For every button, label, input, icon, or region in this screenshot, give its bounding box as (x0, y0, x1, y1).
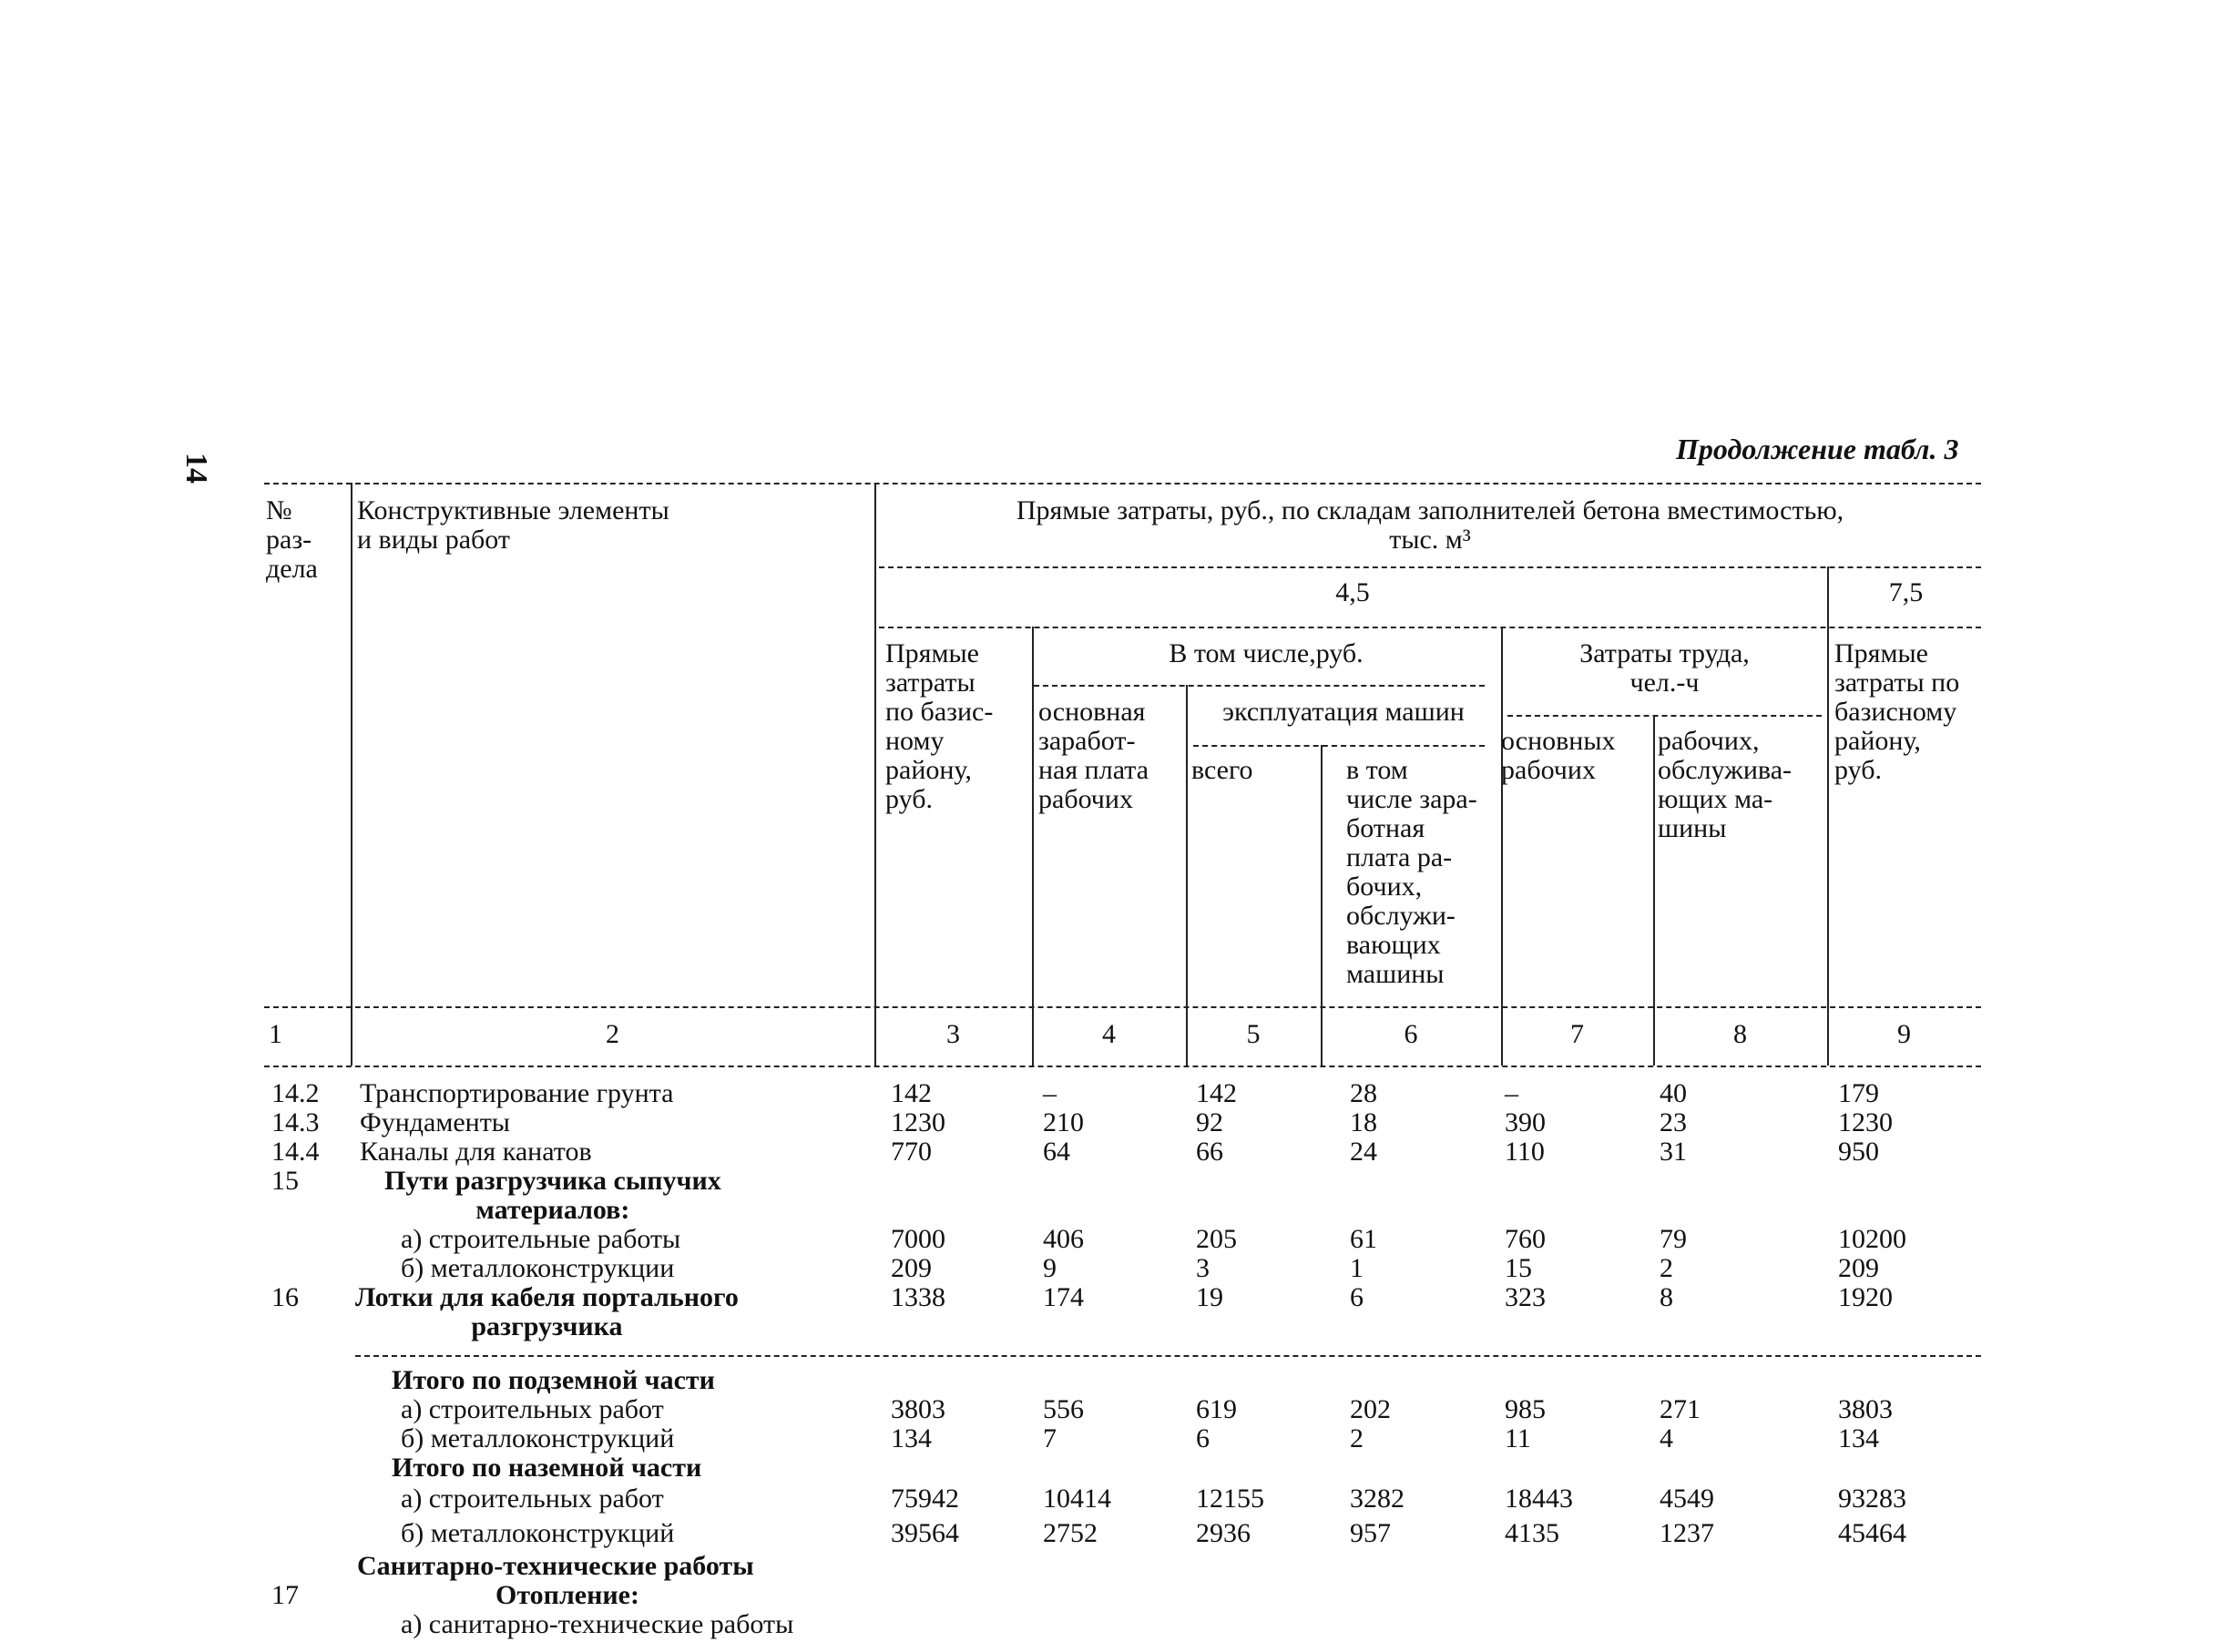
header-capacity-7-5: 7,5 (1888, 577, 1924, 607)
cell-value: 210 (1043, 1107, 1084, 1137)
cell-value: 110 (1505, 1137, 1545, 1167)
row-number: 14.2 (271, 1078, 320, 1108)
col-number: 2 (606, 1019, 619, 1049)
header-basic-wage: основная заработ- ная плата рабочих (1038, 697, 1149, 814)
cell-value: 4549 (1660, 1484, 1714, 1514)
cell-value: 556 (1043, 1394, 1084, 1424)
row-number: 14.3 (271, 1107, 320, 1137)
cell-value: 75942 (891, 1484, 959, 1514)
row-label: а) санитарно-технические работы (401, 1609, 794, 1639)
cell-value: 3803 (1838, 1394, 1893, 1424)
row-label: б) металлоконструкции (401, 1253, 675, 1283)
cell-value: 770 (891, 1137, 932, 1167)
cell-value: 18 (1350, 1107, 1377, 1137)
cell-value: 9 (1043, 1253, 1057, 1283)
cell-value: 4 (1660, 1423, 1673, 1453)
table-caption: Продолжение табл. 3 (1676, 433, 1959, 465)
cell-value: 1230 (891, 1107, 945, 1137)
cell-value: 92 (1196, 1107, 1223, 1137)
cell-value: 10200 (1838, 1224, 1906, 1254)
cell-value: 1230 (1838, 1107, 1893, 1137)
cell-value: 6 (1350, 1282, 1364, 1312)
row-label: Каналы для канатов (360, 1137, 592, 1167)
row-label: Отопление: (495, 1580, 639, 1610)
cell-value: 12155 (1196, 1484, 1264, 1514)
header-labor: Затраты труда, чел.-ч (1579, 638, 1750, 698)
header-machines-total: всего (1191, 755, 1253, 785)
cell-value: 11 (1505, 1423, 1531, 1453)
row-label: Итого по подземной части (392, 1365, 715, 1395)
col-number: 6 (1404, 1019, 1418, 1049)
cell-value: 8 (1660, 1282, 1673, 1312)
row-label: Транспортирование грунта (360, 1078, 674, 1108)
cell-value: 19 (1196, 1282, 1223, 1312)
cell-value: 28 (1350, 1078, 1377, 1108)
col-number: 8 (1733, 1019, 1747, 1049)
cell-value: 134 (891, 1423, 932, 1453)
cell-value: 24 (1350, 1137, 1377, 1167)
cell-value: 179 (1838, 1078, 1879, 1108)
cell-value: 1338 (891, 1282, 945, 1312)
cell-value: 985 (1505, 1394, 1546, 1424)
row-number: 16 (271, 1282, 299, 1312)
cell-value: 3 (1196, 1253, 1210, 1283)
cell-value: 3282 (1350, 1484, 1405, 1514)
header-including: В том числе,руб. (1169, 638, 1364, 668)
cell-value: 61 (1350, 1224, 1377, 1254)
cell-value: 93283 (1838, 1484, 1906, 1514)
col-number: 5 (1246, 1019, 1261, 1049)
cell-value: 950 (1838, 1137, 1879, 1167)
cell-value: 406 (1043, 1224, 1084, 1254)
row-label: а) строительные работы (401, 1224, 681, 1254)
cell-value: 23 (1660, 1107, 1687, 1137)
cell-value: 323 (1505, 1282, 1546, 1312)
cell-value: 6 (1196, 1423, 1210, 1453)
row-label: Фундаменты (360, 1107, 510, 1137)
cell-value: 205 (1196, 1224, 1237, 1254)
cell-value: 271 (1660, 1394, 1701, 1424)
row-label: б) металлоконструкций (401, 1518, 675, 1548)
cell-value: 31 (1660, 1137, 1687, 1167)
cell-value: 142 (891, 1078, 932, 1108)
header-elements: Конструктивные элементы и виды работ (357, 495, 669, 555)
col-number: 4 (1102, 1019, 1116, 1049)
header-capacity-4-5: 4,5 (1335, 577, 1370, 607)
cell-value: 142 (1196, 1078, 1237, 1108)
header-direct-costs: Прямые затраты, руб., по складам заполнителей бетона вместимостью, тыс. м³ (1016, 495, 1844, 555)
cell-value: 1920 (1838, 1282, 1893, 1312)
row-number: 17 (271, 1580, 299, 1610)
row-label: а) строительных работ (401, 1484, 664, 1514)
header-machine-workers: рабочих, обслужива- ющих ма- шины (1658, 726, 1793, 843)
row-label: Пути разгрузчика сыпучих материалов: (384, 1166, 721, 1225)
header-main-workers: основных рабочих (1501, 726, 1616, 785)
cell-value: 4135 (1505, 1518, 1559, 1548)
row-label: а) строительных работ (401, 1394, 664, 1424)
cell-value: 209 (891, 1253, 932, 1283)
col-number: 7 (1570, 1019, 1584, 1049)
cell-value: 2752 (1043, 1518, 1098, 1548)
cell-value: 7 (1043, 1423, 1057, 1453)
col-number: 9 (1897, 1019, 1911, 1049)
col-number: 1 (269, 1019, 282, 1049)
header-num: № раз- дела (266, 495, 318, 584)
header-machines: эксплуатация машин (1222, 697, 1465, 727)
cell-value: 45464 (1838, 1518, 1906, 1548)
cell-value: 202 (1350, 1394, 1391, 1424)
cell-value: – (1043, 1078, 1057, 1108)
cell-value: 39564 (891, 1518, 959, 1548)
row-label: Лотки для кабеля портального разгрузчика (355, 1282, 739, 1341)
header-machines-wage: в том числе зара- ботная плата ра- бочих, обслужи- вающих машины (1346, 755, 1477, 989)
row-label: Итого по наземной части (392, 1453, 702, 1483)
cell-value: 40 (1660, 1078, 1687, 1108)
page-number: 14 (179, 453, 213, 484)
row-label: б) металлоконструкций (401, 1423, 675, 1453)
cell-value: 1237 (1660, 1518, 1714, 1548)
cell-value: 66 (1196, 1137, 1223, 1167)
cell-value: 3803 (891, 1394, 945, 1424)
cell-value: 7000 (891, 1224, 945, 1254)
cell-value: 2 (1660, 1253, 1673, 1283)
row-label: Санитарно-технические работы (357, 1551, 754, 1581)
cell-value: 390 (1505, 1107, 1546, 1137)
cell-value: 2936 (1196, 1518, 1251, 1548)
col-number: 3 (946, 1019, 960, 1049)
cell-value: 619 (1196, 1394, 1237, 1424)
cell-value: 957 (1350, 1518, 1391, 1548)
cell-value: 18443 (1505, 1484, 1573, 1514)
cell-value: 64 (1043, 1137, 1070, 1167)
cell-value: 15 (1505, 1253, 1532, 1283)
row-number: 15 (271, 1166, 299, 1196)
cell-value: 760 (1505, 1224, 1546, 1254)
cell-value: – (1505, 1078, 1518, 1108)
header-direct-base: Прямые затраты по базис- ному району, руб. (885, 638, 994, 814)
cell-value: 79 (1660, 1224, 1687, 1254)
cell-value: 2 (1350, 1423, 1364, 1453)
cell-value: 174 (1043, 1282, 1084, 1312)
cell-value: 134 (1838, 1423, 1879, 1453)
cell-value: 10414 (1043, 1484, 1111, 1514)
cell-value: 209 (1838, 1253, 1879, 1283)
cell-value: 1 (1350, 1253, 1364, 1283)
row-number: 14.4 (271, 1137, 320, 1167)
header-direct-base-7-5: Прямые затраты по базисному району, руб. (1834, 638, 1960, 785)
